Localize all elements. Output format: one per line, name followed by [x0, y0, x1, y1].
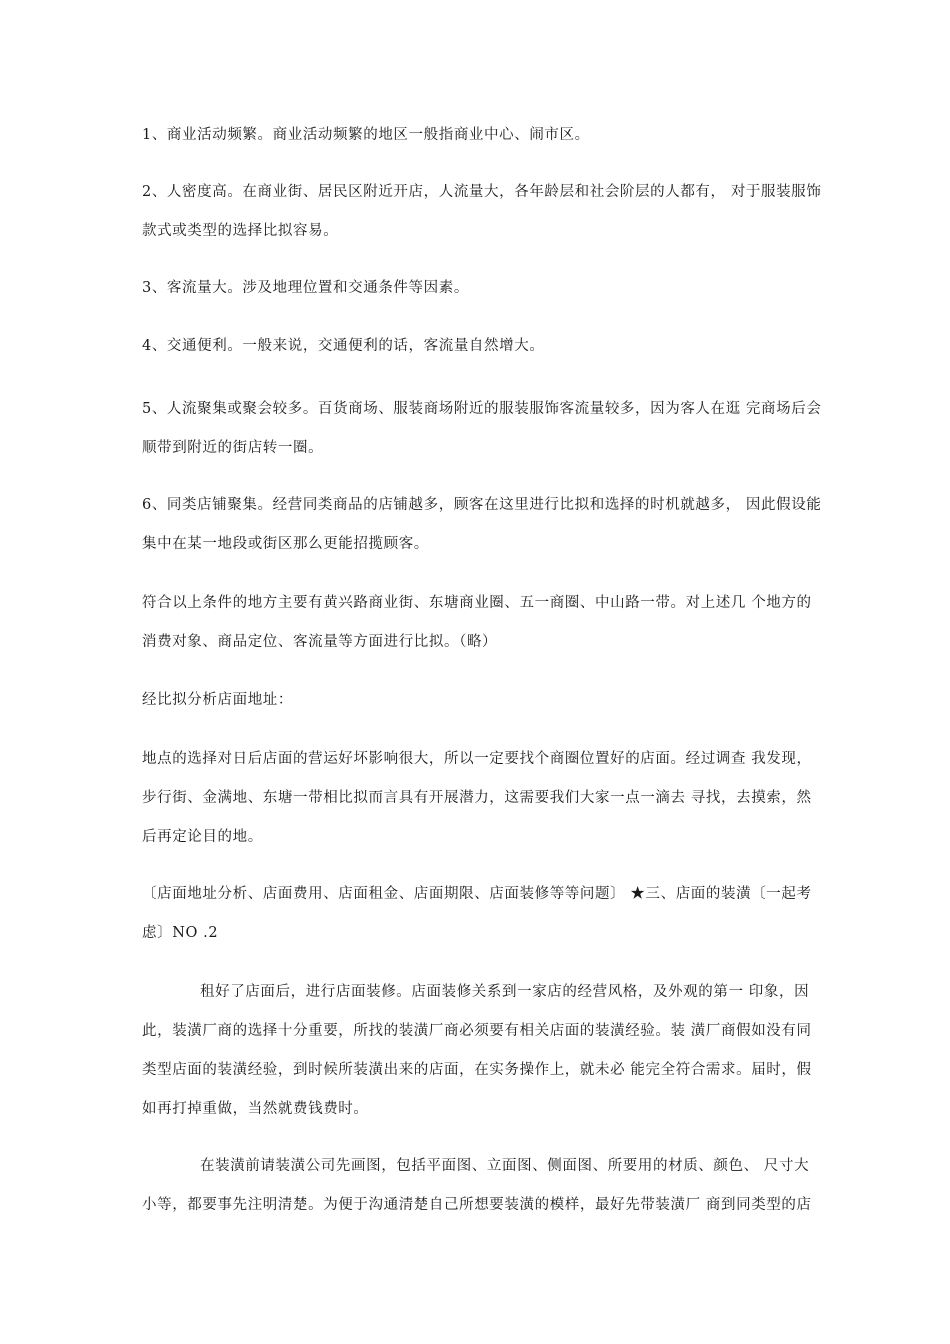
text-line: 此，装潢厂商的选择十分重要，所找的装潢厂商必须要有相关店面的装潢经验。装 潢厂商假如没有同 [142, 1023, 812, 1039]
text-line: 符合以上条件的地方主要有黄兴路商业街、东塘商业圈、五一商圈、中山路一带。对上述几 个地方的 [142, 595, 812, 611]
text-line: 小等，都要事先注明清楚。为便于沟通清楚自己所想要装潢的模样，最好先带装潢厂 商到同类型的店 [142, 1197, 812, 1213]
paragraph-location-summary [142, 584, 814, 662]
paragraph-condition-6 [142, 486, 822, 564]
text-line: 5、人流聚集或聚会较多。百货商场、服装商场附近的服装服饰客流量较多，因为客人在逛 完商场后会 [142, 401, 822, 417]
text-line: 租好了店面后，进行店面装修。店面装修关系到一家店的经营风格，及外观的第一 印象，因 [200, 984, 810, 1000]
paragraph-condition-4 [142, 327, 814, 366]
paragraph-condition-3 [142, 269, 814, 308]
text-line: 在装潢前请装潢公司先画图，包括平面图、立面图、侧面图、所要用的材质、颜色、 尺寸大 [200, 1158, 810, 1174]
text-line: 顺带到附近的街店转一圈。 [142, 440, 324, 456]
text-line: 地点的选择对日后店面的营运好坏影响很大，所以一定要找个商圈位置好的店面。经过调查 我发现， [142, 751, 812, 767]
paragraph-condition-5 [142, 390, 822, 468]
text-line: 类型店面的装潢经验，到时候所装潢出来的店面，在实务操作上，就未必 能完全符合需求。届时，假 [142, 1062, 812, 1078]
text-line: 如再打掉重做，当然就费钱费时。 [142, 1101, 369, 1117]
text-line: 6、同类店铺聚集。经营同类商品的店铺越多，顾客在这里进行比拟和选择的时机就越多， 因此假设能 [142, 497, 822, 513]
paragraph-condition-1 [142, 116, 814, 155]
text-line: 虑〕NO .2 [142, 925, 219, 941]
text-line: 消费对象、商品定位、客流量等方面进行比拟。（略） [142, 634, 498, 650]
paragraph-decoration-vendor [142, 973, 814, 1129]
paragraph-condition-2 [142, 173, 822, 251]
text-line: 〔店面地址分析、店面费用、店面租金、店面期限、店面装修等等问题〕 ★三、店面的装潢〔一起考 [142, 886, 812, 902]
text-line: 步行街、金满地、东塘一带相比拟而言具有开展潜力，这需要我们大家一点一滴去 寻找，去摸索，然 [142, 790, 812, 806]
paragraph-analysis-heading [142, 681, 814, 720]
text-line: 3、客流量大。涉及地理位置和交通条件等因素。 [142, 280, 469, 296]
paragraph-section-heading [142, 875, 814, 953]
text-line: 后再定论目的地。 [142, 829, 263, 845]
text-line: 款式或类型的选择比拟容易。 [142, 223, 339, 239]
text-line: 经比拟分析店面地址： [142, 692, 293, 708]
text-line: 1、商业活动频繁。商业活动频繁的地区一般指商业中心、闹市区。 [142, 127, 590, 143]
text-line: 集中在某一地段或街区那么更能招揽顾客。 [142, 536, 429, 552]
text-line: 2、人密度高。在商业街、居民区附近开店，人流量大，各年龄层和社会阶层的人都有， 对于服装服饰 [142, 184, 822, 200]
text-line: 4、交通便利。一般来说，交通便利的话，客流量自然增大。 [142, 338, 545, 354]
paragraph-decoration-drawings [142, 1147, 814, 1225]
paragraph-site-selection [142, 740, 814, 857]
